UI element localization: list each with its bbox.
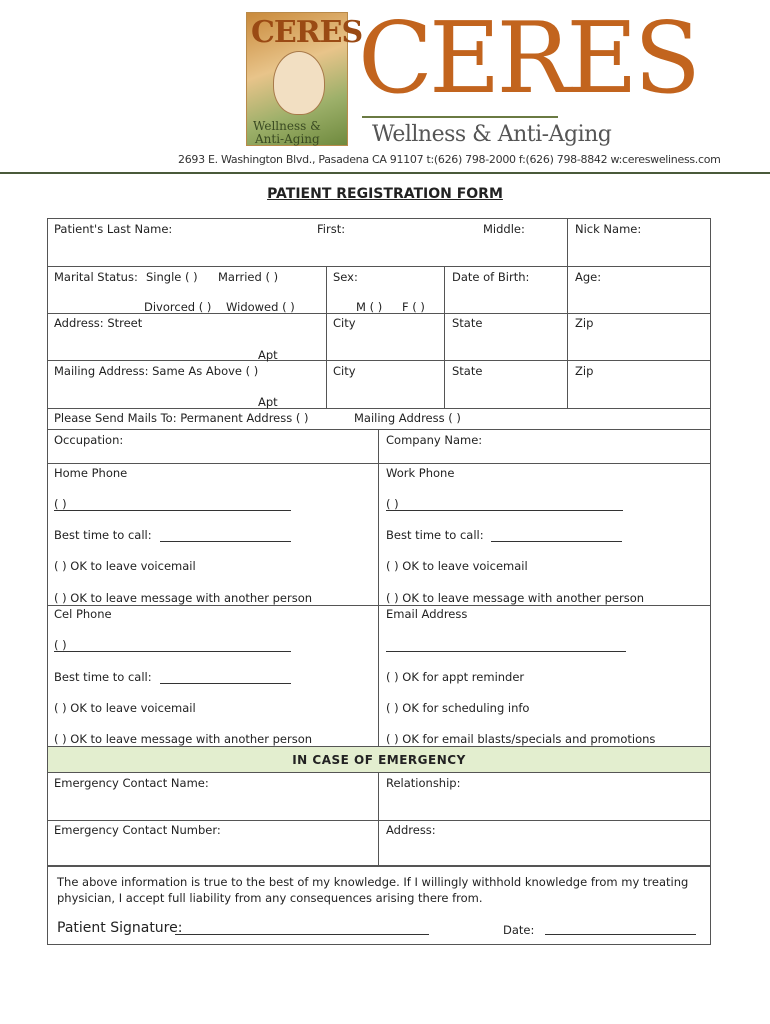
form-title: PATIENT REGISTRATION FORM <box>267 186 503 202</box>
brand-tagline: Wellness & Anti-Aging <box>372 122 612 147</box>
divorced-option[interactable]: Divorced ( ) <box>144 300 212 314</box>
email-scheduling-option[interactable]: ( ) OK for scheduling info <box>386 701 530 715</box>
mailing-state-label: State <box>452 364 483 378</box>
brand-divider <box>362 116 558 118</box>
work-phone-line <box>386 510 623 511</box>
occupation-label: Occupation: <box>54 433 124 447</box>
clinic-address: 2693 E. Washington Blvd., Pasadena CA 91107 t:(626) 798-2000 f:(626) 798-8842 w:ceresweliness.com <box>178 153 721 166</box>
row-divider <box>47 429 711 430</box>
work-best-time-line <box>491 541 622 542</box>
company-name-label: Company Name: <box>386 433 483 447</box>
work-voicemail-option[interactable]: ( ) OK to leave voicemail <box>386 559 528 573</box>
col-divider <box>326 266 327 408</box>
relationship-label: Relationship: <box>386 776 461 790</box>
email-address-label: Email Address <box>386 607 468 621</box>
patient-signature-label: Patient Signature: <box>57 920 183 936</box>
emergency-contact-name-label: Emergency Contact Name: <box>54 776 209 790</box>
emergency-address-label: Address: <box>386 823 436 837</box>
home-phone-line <box>54 510 291 511</box>
col-divider <box>378 773 379 866</box>
row-divider <box>47 605 711 606</box>
header-rule <box>0 172 770 174</box>
col-divider <box>444 266 445 408</box>
row-divider <box>47 408 711 409</box>
last-name-label: Patient's Last Name: <box>54 222 173 236</box>
send-mails-permanent-option[interactable]: Please Send Mails To: Permanent Address ( ) <box>54 411 309 425</box>
emergency-heading: IN CASE OF EMERGENCY <box>47 746 711 773</box>
middle-name-label: Middle: <box>483 222 525 236</box>
cel-phone-label: Cel Phone <box>54 607 112 621</box>
work-phone-label: Work Phone <box>386 466 455 480</box>
home-phone-area[interactable]: ( ) <box>54 497 67 511</box>
mailing-address-label[interactable]: Mailing Address: Same As Above ( ) <box>54 364 259 378</box>
cel-phone-line <box>54 651 291 652</box>
declaration-text: The above information is true to the best of my knowledge. If I willingly withhold knowledge from my treating physician, I accept full liability from any consequences arising there from. <box>57 875 689 905</box>
date-label: Date: <box>503 923 535 937</box>
married-option[interactable]: Married ( ) <box>218 270 279 284</box>
cel-best-time-line <box>160 683 291 684</box>
emergency-contact-number-label: Emergency Contact Number: <box>54 823 221 837</box>
address-zip-label: Zip <box>575 316 594 330</box>
logo-subtitle-2: Anti-Aging <box>255 132 320 146</box>
work-best-time-label: Best time to call: <box>386 528 484 542</box>
cel-another-option[interactable]: ( ) OK to leave message with another person <box>54 732 313 746</box>
address-apt-label: Apt <box>258 348 278 362</box>
cel-phone-area[interactable]: ( ) <box>54 638 67 652</box>
brand-name: CERES <box>358 2 697 116</box>
address-city-label: City <box>333 316 356 330</box>
email-blasts-option[interactable]: ( ) OK for email blasts/specials and promotions <box>386 732 656 746</box>
work-phone-area[interactable]: ( ) <box>386 497 399 511</box>
sex-male-option[interactable]: M ( ) <box>356 300 383 314</box>
col-divider <box>567 266 568 408</box>
email-appt-reminder-option[interactable]: ( ) OK for appt reminder <box>386 670 525 684</box>
home-best-time-line <box>160 541 291 542</box>
home-another-option[interactable]: ( ) OK to leave message with another person <box>54 591 313 605</box>
col-divider <box>378 429 379 746</box>
row-divider <box>47 360 711 361</box>
logo-face-illustration <box>273 51 325 115</box>
mailing-city-label: City <box>333 364 356 378</box>
home-best-time-label: Best time to call: <box>54 528 152 542</box>
patient-signature-line[interactable] <box>175 934 429 935</box>
address-street-label: Address: Street <box>54 316 143 330</box>
row-divider <box>47 820 711 821</box>
cel-voicemail-option[interactable]: ( ) OK to leave voicemail <box>54 701 196 715</box>
home-voicemail-option[interactable]: ( ) OK to leave voicemail <box>54 559 196 573</box>
mailing-zip-label: Zip <box>575 364 594 378</box>
nick-name-label: Nick Name: <box>575 222 642 236</box>
address-state-label: State <box>452 316 483 330</box>
send-mails-mailing-option[interactable]: Mailing Address ( ) <box>354 411 461 425</box>
col-divider <box>567 218 568 266</box>
date-line[interactable] <box>545 934 696 935</box>
mailing-apt-label: Apt <box>258 395 278 409</box>
home-phone-label: Home Phone <box>54 466 128 480</box>
first-name-label: First: <box>317 222 346 236</box>
logo-subtitle-1: Wellness & <box>253 119 321 133</box>
work-another-option[interactable]: ( ) OK to leave message with another person <box>386 591 645 605</box>
logo-text: CERES <box>251 15 363 50</box>
age-label: Age: <box>575 270 602 284</box>
cel-best-time-label: Best time to call: <box>54 670 152 684</box>
email-address-line <box>386 651 626 652</box>
ceres-logo-image <box>246 12 363 146</box>
sex-female-option[interactable]: F ( ) <box>402 300 425 314</box>
row-divider <box>47 463 711 464</box>
sex-label: Sex: <box>333 270 358 284</box>
widowed-option[interactable]: Widowed ( ) <box>226 300 295 314</box>
dob-label: Date of Birth: <box>452 270 530 284</box>
row-divider <box>47 266 711 267</box>
single-option[interactable]: Single ( ) <box>146 270 198 284</box>
marital-status-label: Marital Status: <box>54 270 138 284</box>
